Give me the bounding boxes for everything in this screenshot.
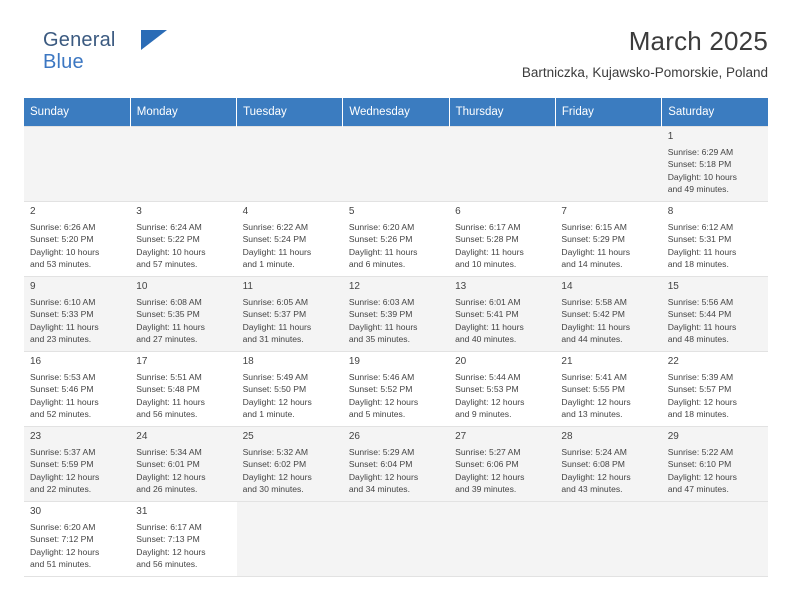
- daylight-text-line1: Daylight: 11 hours: [455, 321, 524, 332]
- day-cell: [24, 202, 130, 277]
- day-cell-empty: [237, 127, 343, 202]
- day-cell: [449, 352, 555, 427]
- daylight-text-line2: and 49 minutes.: [667, 183, 729, 194]
- daylight-text-line2: and 1 minute.: [242, 258, 295, 269]
- day-info: [349, 221, 444, 270]
- table-row: [24, 202, 768, 277]
- sunrise-text: Sunrise: 6:20 AM: [348, 222, 415, 233]
- day-number: 29: [667, 431, 679, 442]
- table-row: [24, 277, 768, 352]
- day-info: [668, 371, 763, 420]
- page-title: March 2025: [628, 26, 768, 56]
- sunset-text: Sunset: 5:24 PM: [242, 234, 307, 245]
- day-info: [349, 371, 444, 420]
- daylight-text-line2: and 5 minutes.: [348, 408, 406, 419]
- day-info: [561, 371, 656, 420]
- sunrise-text: Sunrise: 5:34 AM: [136, 447, 202, 458]
- daylight-text-line2: and 31 minutes.: [242, 333, 304, 344]
- sunrise-text: Sunrise: 6:20 AM: [30, 522, 96, 533]
- day-cell: [237, 427, 343, 502]
- day-cell: [449, 202, 555, 277]
- day-number: 3: [136, 206, 142, 217]
- daylight-text-line2: and 1 minute.: [242, 408, 295, 419]
- day-info: [30, 446, 125, 495]
- daylight-text-line1: Daylight: 11 hours: [455, 246, 524, 257]
- day-number: 16: [30, 356, 42, 367]
- day-info: [668, 446, 763, 495]
- sunrise-text: Sunrise: 6:26 AM: [30, 222, 96, 233]
- day-info: [30, 521, 125, 570]
- day-cell: [662, 202, 768, 277]
- sunset-text: Sunset: 6:08 PM: [561, 459, 625, 470]
- sunset-text: Sunset: 5:37 PM: [242, 309, 307, 320]
- day-number: 10: [136, 281, 148, 292]
- weekday-header-monday: Monday: [130, 98, 236, 127]
- daylight-text-line2: and 39 minutes.: [455, 483, 517, 494]
- table-row: [24, 427, 768, 502]
- day-number: 26: [348, 431, 360, 442]
- day-cell-empty: [343, 127, 449, 202]
- daylight-text-line1: Daylight: 12 hours: [455, 396, 525, 407]
- sunrise-text: Sunrise: 5:29 AM: [348, 447, 415, 458]
- day-info: [455, 371, 550, 420]
- sunset-text: Sunset: 6:01 PM: [136, 459, 200, 470]
- sunrise-text: Sunrise: 5:39 AM: [667, 372, 734, 383]
- sunrise-text: Sunrise: 5:53 AM: [30, 372, 96, 383]
- daylight-text-line2: and 51 minutes.: [30, 558, 92, 569]
- weekday-header-tuesday: Tuesday: [237, 98, 343, 127]
- day-info: [136, 296, 231, 345]
- day-cell-empty: [343, 502, 449, 577]
- sunset-text: Sunset: 5:52 PM: [348, 384, 413, 395]
- day-cell: [237, 202, 343, 277]
- daylight-text-line2: and 48 minutes.: [667, 333, 729, 344]
- sunrise-text: Sunrise: 6:12 AM: [667, 222, 734, 233]
- sunrise-text: Sunrise: 6:03 AM: [348, 297, 415, 308]
- daylight-text-line2: and 27 minutes.: [136, 333, 198, 344]
- generalblue-logo: [24, 24, 163, 72]
- day-number: 13: [455, 281, 467, 292]
- sunset-text: Sunset: 5:50 PM: [242, 384, 307, 395]
- sunset-text: Sunset: 5:18 PM: [667, 159, 732, 170]
- daylight-text-line2: and 56 minutes.: [136, 558, 198, 569]
- day-number: 22: [667, 356, 679, 367]
- daylight-text-line2: and 13 minutes.: [561, 408, 623, 419]
- sunset-text: Sunset: 5:35 PM: [136, 309, 200, 320]
- daylight-text-line2: and 40 minutes.: [455, 333, 517, 344]
- weekday-header-row: [24, 98, 768, 127]
- daylight-text-line2: and 43 minutes.: [561, 483, 623, 494]
- sunset-text: Sunset: 6:02 PM: [242, 459, 307, 470]
- daylight-text-line1: Daylight: 12 hours: [667, 396, 737, 407]
- day-info: [561, 221, 656, 270]
- weekday-header-wednesday: Wednesday: [343, 98, 449, 127]
- day-number: 2: [30, 206, 36, 217]
- day-number: 8: [667, 206, 674, 217]
- day-cell: [555, 202, 661, 277]
- day-cell-empty: [24, 127, 130, 202]
- day-number: 7: [561, 206, 567, 217]
- day-number: 18: [242, 356, 254, 367]
- daylight-text-line1: Daylight: 10 hours: [667, 171, 737, 182]
- day-info: [136, 521, 231, 570]
- day-cell: [24, 427, 130, 502]
- daylight-text-line2: and 56 minutes.: [136, 408, 198, 419]
- daylight-text-line2: and 14 minutes.: [561, 258, 623, 269]
- day-number: 23: [30, 431, 42, 442]
- day-cell: [130, 502, 236, 577]
- daylight-text-line2: and 6 minutes.: [348, 258, 406, 269]
- sunrise-text: Sunrise: 5:37 AM: [30, 447, 96, 458]
- flag-icon: [141, 30, 167, 50]
- day-info: [668, 296, 763, 345]
- day-cell: [662, 352, 768, 427]
- weekday-header-sunday: Sunday: [24, 98, 130, 127]
- daylight-text-line1: Daylight: 12 hours: [561, 471, 631, 482]
- day-cell: [130, 277, 236, 352]
- sunset-text: Sunset: 5:57 PM: [667, 384, 732, 395]
- sunrise-text: Sunrise: 6:22 AM: [242, 222, 309, 233]
- day-cell: [24, 502, 130, 577]
- sunset-text: Sunset: 5:53 PM: [455, 384, 519, 395]
- day-info: [243, 446, 338, 495]
- daylight-text-line1: Daylight: 12 hours: [561, 396, 631, 407]
- daylight-text-line2: and 9 minutes.: [455, 408, 512, 419]
- day-number: 6: [455, 206, 461, 217]
- day-cell: [130, 202, 236, 277]
- daylight-text-line2: and 57 minutes.: [136, 258, 198, 269]
- daylight-text-line2: and 23 minutes.: [30, 333, 92, 344]
- daylight-text-line2: and 10 minutes.: [455, 258, 517, 269]
- sunrise-text: Sunrise: 5:27 AM: [455, 447, 521, 458]
- day-cell: [130, 427, 236, 502]
- sunset-text: Sunset: 5:22 PM: [136, 234, 200, 245]
- day-number: 1: [667, 131, 674, 142]
- weekday-header-saturday: Saturday: [662, 98, 768, 127]
- day-cell: [662, 277, 768, 352]
- logo-text-blue: Blue: [43, 51, 84, 73]
- day-info: [668, 221, 763, 270]
- daylight-text-line1: Daylight: 12 hours: [242, 471, 312, 482]
- day-info: [561, 296, 656, 345]
- sunrise-text: Sunrise: 6:05 AM: [242, 297, 309, 308]
- sunset-text: Sunset: 5:59 PM: [30, 459, 94, 470]
- sunrise-sunset-calendar: [24, 98, 768, 577]
- day-number: 19: [348, 356, 360, 367]
- sunset-text: Sunset: 5:26 PM: [348, 234, 413, 245]
- day-cell: [343, 202, 449, 277]
- sunset-text: Sunset: 5:42 PM: [561, 309, 625, 320]
- day-cell: [662, 427, 768, 502]
- day-info: [349, 296, 444, 345]
- day-cell-empty: [449, 502, 555, 577]
- daylight-text-line1: Daylight: 11 hours: [242, 246, 312, 257]
- day-number: 11: [242, 281, 253, 292]
- sunrise-text: Sunrise: 5:32 AM: [242, 447, 309, 458]
- daylight-text-line2: and 30 minutes.: [242, 483, 304, 494]
- daylight-text-line1: Daylight: 11 hours: [30, 321, 99, 332]
- day-number: 27: [455, 431, 467, 442]
- day-number: 14: [561, 281, 573, 292]
- sunset-text: Sunset: 6:04 PM: [348, 459, 413, 470]
- sunrise-text: Sunrise: 6:24 AM: [136, 222, 202, 233]
- sunrise-text: Sunrise: 5:44 AM: [455, 372, 521, 383]
- daylight-text-line2: and 52 minutes.: [30, 408, 92, 419]
- sunrise-text: Sunrise: 6:08 AM: [136, 297, 202, 308]
- sunset-text: Sunset: 5:20 PM: [30, 234, 94, 245]
- day-number: 12: [348, 281, 360, 292]
- day-cell: [449, 427, 555, 502]
- daylight-text-line2: and 34 minutes.: [348, 483, 410, 494]
- table-row: [24, 502, 768, 577]
- day-number: 31: [136, 506, 148, 517]
- day-info: [668, 146, 763, 195]
- sunrise-text: Sunrise: 5:24 AM: [561, 447, 627, 458]
- sunset-text: Sunset: 5:28 PM: [455, 234, 519, 245]
- daylight-text-line1: Daylight: 11 hours: [561, 321, 631, 332]
- sunrise-text: Sunrise: 6:17 AM: [455, 222, 521, 233]
- sunrise-text: Sunrise: 6:01 AM: [455, 297, 521, 308]
- day-cell-empty: [237, 502, 343, 577]
- day-cell-empty: [555, 127, 661, 202]
- day-cell: [343, 352, 449, 427]
- day-number: 25: [242, 431, 254, 442]
- day-cell-empty: [662, 502, 768, 577]
- weekday-header-friday: Friday: [555, 98, 661, 127]
- day-cell: [555, 427, 661, 502]
- logo-text-general: General: [43, 29, 116, 51]
- title-block: [522, 24, 768, 80]
- day-info: [243, 296, 338, 345]
- day-info: [136, 221, 231, 270]
- table-row: [24, 127, 768, 202]
- day-cell-empty: [130, 127, 236, 202]
- day-cell-empty: [449, 127, 555, 202]
- sunset-text: Sunset: 5:39 PM: [348, 309, 413, 320]
- daylight-text-line2: and 44 minutes.: [561, 333, 623, 344]
- sunset-text: Sunset: 5:55 PM: [561, 384, 625, 395]
- daylight-text-line1: Daylight: 11 hours: [348, 321, 418, 332]
- daylight-text-line1: Daylight: 10 hours: [136, 246, 206, 257]
- sunrise-text: Sunrise: 6:15 AM: [561, 222, 627, 233]
- daylight-text-line1: Daylight: 11 hours: [136, 321, 205, 332]
- sunrise-text: Sunrise: 6:17 AM: [136, 522, 202, 533]
- day-number: 20: [455, 356, 467, 367]
- day-number: 17: [136, 356, 148, 367]
- daylight-text-line1: Daylight: 11 hours: [242, 321, 312, 332]
- daylight-text-line1: Daylight: 12 hours: [348, 396, 419, 407]
- sunrise-text: Sunrise: 5:56 AM: [667, 297, 734, 308]
- daylight-text-line1: Daylight: 10 hours: [30, 246, 100, 257]
- day-cell: [237, 352, 343, 427]
- day-cell: [555, 352, 661, 427]
- day-cell: [237, 277, 343, 352]
- day-info: [243, 371, 338, 420]
- sunrise-text: Sunrise: 5:22 AM: [667, 447, 734, 458]
- daylight-text-line1: Daylight: 12 hours: [30, 546, 100, 557]
- day-info: [243, 221, 338, 270]
- location-subtitle: Bartniczka, Kujawsko-Pomorskie, Poland: [521, 65, 768, 80]
- sunset-text: Sunset: 5:48 PM: [136, 384, 200, 395]
- day-cell-empty: [555, 502, 661, 577]
- sunset-text: Sunset: 7:12 PM: [30, 534, 94, 545]
- day-info: [561, 446, 656, 495]
- page-header: [24, 24, 768, 86]
- sunrise-text: Sunrise: 5:46 AM: [348, 372, 415, 383]
- daylight-text-line1: Daylight: 12 hours: [348, 471, 419, 482]
- sunset-text: Sunset: 5:31 PM: [667, 234, 732, 245]
- sunset-text: Sunset: 7:13 PM: [136, 534, 200, 545]
- sunset-text: Sunset: 5:29 PM: [561, 234, 625, 245]
- sunset-text: Sunset: 5:44 PM: [667, 309, 732, 320]
- sunrise-text: Sunrise: 5:49 AM: [242, 372, 309, 383]
- day-info: [30, 296, 125, 345]
- day-cell: [343, 427, 449, 502]
- daylight-text-line1: Daylight: 12 hours: [30, 471, 100, 482]
- sunrise-text: Sunrise: 5:51 AM: [136, 372, 202, 383]
- day-info: [136, 446, 231, 495]
- day-cell: [662, 127, 768, 202]
- sunset-text: Sunset: 5:33 PM: [30, 309, 94, 320]
- sunset-text: Sunset: 5:46 PM: [30, 384, 94, 395]
- day-info: [455, 446, 550, 495]
- day-info: [30, 371, 125, 420]
- sunrise-text: Sunrise: 6:10 AM: [30, 297, 96, 308]
- daylight-text-line2: and 22 minutes.: [30, 483, 92, 494]
- day-number: 24: [136, 431, 148, 442]
- daylight-text-line2: and 18 minutes.: [667, 258, 729, 269]
- daylight-text-line1: Daylight: 12 hours: [667, 471, 737, 482]
- daylight-text-line1: Daylight: 12 hours: [136, 471, 206, 482]
- day-number: 15: [667, 281, 679, 292]
- day-number: 4: [242, 206, 249, 217]
- day-number: 28: [561, 431, 573, 442]
- daylight-text-line1: Daylight: 11 hours: [30, 396, 99, 407]
- daylight-text-line1: Daylight: 12 hours: [242, 396, 312, 407]
- day-cell: [449, 277, 555, 352]
- day-number: 21: [561, 356, 573, 367]
- sunrise-text: Sunrise: 5:41 AM: [561, 372, 627, 383]
- daylight-text-line2: and 35 minutes.: [348, 333, 410, 344]
- daylight-text-line1: Daylight: 11 hours: [667, 321, 737, 332]
- day-cell: [130, 352, 236, 427]
- sunset-text: Sunset: 6:06 PM: [455, 459, 519, 470]
- sunset-text: Sunset: 5:41 PM: [455, 309, 519, 320]
- daylight-text-line1: Daylight: 11 hours: [561, 246, 631, 257]
- day-cell: [555, 277, 661, 352]
- daylight-text-line1: Daylight: 12 hours: [455, 471, 525, 482]
- day-number: 30: [30, 506, 42, 517]
- daylight-text-line1: Daylight: 11 hours: [348, 246, 418, 257]
- daylight-text-line2: and 18 minutes.: [667, 408, 729, 419]
- day-number: 5: [348, 206, 355, 217]
- table-row: [24, 352, 768, 427]
- day-info: [349, 446, 444, 495]
- sunrise-text: Sunrise: 6:29 AM: [667, 147, 734, 158]
- daylight-text-line1: Daylight: 11 hours: [667, 246, 737, 257]
- sunrise-text: Sunrise: 5:58 AM: [561, 297, 627, 308]
- daylight-text-line2: and 47 minutes.: [667, 483, 729, 494]
- daylight-text-line1: Daylight: 12 hours: [136, 546, 206, 557]
- weekday-header-thursday: Thursday: [449, 98, 555, 127]
- daylight-text-line2: and 26 minutes.: [136, 483, 198, 494]
- day-cell: [24, 277, 130, 352]
- day-cell: [24, 352, 130, 427]
- day-cell: [343, 277, 449, 352]
- day-number: 9: [30, 281, 36, 292]
- sunset-text: Sunset: 6:10 PM: [667, 459, 732, 470]
- day-info: [455, 296, 550, 345]
- daylight-text-line1: Daylight: 11 hours: [136, 396, 205, 407]
- day-info: [455, 221, 550, 270]
- day-info: [30, 221, 125, 270]
- daylight-text-line2: and 53 minutes.: [30, 258, 92, 269]
- day-info: [136, 371, 231, 420]
